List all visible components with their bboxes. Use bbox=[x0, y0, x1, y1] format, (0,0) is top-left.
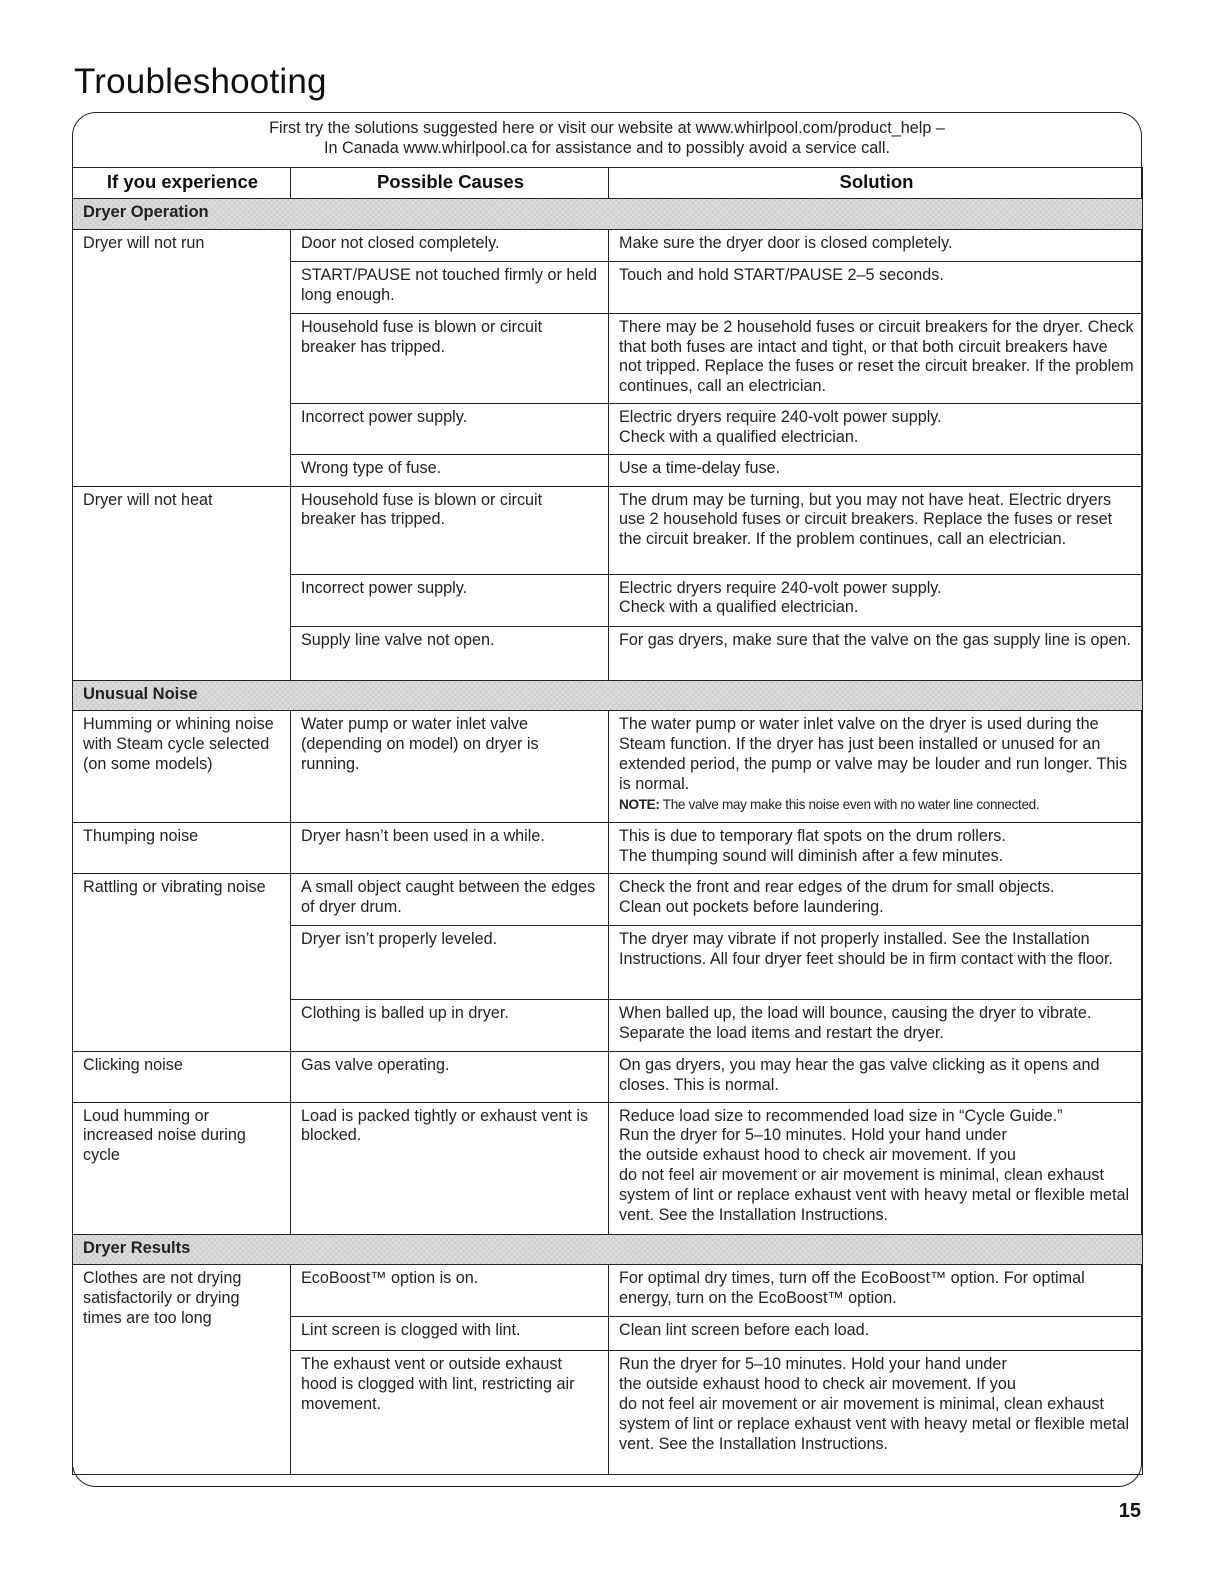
cause-cell: Clothing is balled up in dryer. bbox=[291, 999, 609, 1051]
table-row bbox=[73, 1265, 1143, 1317]
cause-cell: Water pump or water inlet valve (depending on model) on dryer is running. bbox=[291, 711, 609, 823]
solution-line: Electric dryers require 240-volt power supply. bbox=[619, 578, 942, 597]
solution-line: the outside exhaust hood to check air movement. If you bbox=[619, 1375, 1016, 1394]
section-dryer-results: Dryer Results bbox=[73, 1234, 1143, 1265]
page-title: Troubleshooting bbox=[74, 62, 327, 101]
section-row bbox=[73, 680, 1143, 711]
cause-cell: Lint screen is clogged with lint. bbox=[291, 1317, 609, 1351]
cause-cell: EcoBoost™ option is on. bbox=[291, 1265, 609, 1317]
solution-text: The water pump or water inlet valve on the dryer is used during the Steam function. If the dryer has just been installed or unused for an extended period, the pump or valve may be louder and run longer. This is normal. bbox=[619, 715, 1128, 793]
solution-cell: Touch and hold START/PAUSE 2–5 seconds. bbox=[609, 261, 1143, 313]
symptom-cell: Loud humming or increased noise during cycle bbox=[73, 1102, 291, 1234]
solution-line: This is due to temporary flat spots on the drum rollers. bbox=[619, 827, 1006, 846]
section-row bbox=[73, 199, 1143, 230]
solution-line: Clean out pockets before laundering. bbox=[619, 897, 884, 916]
symptom-cell: Clothes are not drying satisfactorily or drying times are too long bbox=[73, 1265, 291, 1475]
note bbox=[619, 795, 1134, 815]
solution-line: do not feel air movement or air movement is minimal, clean exhaust system of lint or replace exhaust vent with heavy metal or flexible metal vent. See the Installation Instructions. bbox=[619, 1394, 1130, 1453]
symptom-cell: Clicking noise bbox=[73, 1051, 291, 1102]
solution-line: Electric dryers require 240-volt power supply. bbox=[619, 407, 942, 426]
header-row bbox=[73, 168, 1143, 199]
table-row bbox=[73, 823, 1143, 874]
solution-cell: For gas dryers, make sure that the valve on the gas supply line is open. bbox=[609, 626, 1143, 680]
solution-cell bbox=[609, 403, 1143, 454]
solution-line: Run the dryer for 5–10 minutes. Hold your hand under bbox=[619, 1355, 1007, 1374]
solution-cell: Use a time-delay fuse. bbox=[609, 454, 1143, 486]
cause-cell: Wrong type of fuse. bbox=[291, 454, 609, 486]
solution-cell bbox=[609, 1102, 1143, 1234]
table-row bbox=[73, 229, 1143, 261]
solution-line: Reduce load size to recommended load size in “Cycle Guide.” bbox=[619, 1106, 1063, 1125]
table-row bbox=[73, 873, 1143, 925]
table-row bbox=[73, 486, 1143, 574]
cause-cell: Household fuse is blown or circuit breaker has tripped. bbox=[291, 486, 609, 574]
solution-cell: Make sure the dryer door is closed completely. bbox=[609, 229, 1143, 261]
solution-line: Check the front and rear edges of the drum for small objects. bbox=[619, 877, 1055, 896]
solution-cell bbox=[609, 1351, 1143, 1475]
solution-cell bbox=[609, 823, 1143, 874]
solution-cell bbox=[609, 873, 1143, 925]
table-row bbox=[73, 1102, 1143, 1234]
solution-cell bbox=[609, 574, 1143, 626]
cause-cell: Incorrect power supply. bbox=[291, 403, 609, 454]
cause-cell: The exhaust vent or outside exhaust hood is clogged with lint, restricting air movement. bbox=[291, 1351, 609, 1475]
solution-line: Run the dryer for 5–10 minutes. Hold your hand under bbox=[619, 1126, 1007, 1145]
header-causes: Possible Causes bbox=[291, 168, 609, 199]
troubleshooting-table bbox=[72, 167, 1143, 1475]
cause-cell: Gas valve operating. bbox=[291, 1051, 609, 1102]
table-row bbox=[73, 1051, 1143, 1102]
note-label: NOTE: bbox=[619, 796, 660, 812]
solution-cell bbox=[609, 711, 1143, 823]
intro-line-2: In Canada www.whirlpool.ca for assistance and to possibly avoid a service call. bbox=[324, 139, 890, 157]
cause-cell: Dryer isn’t properly leveled. bbox=[291, 925, 609, 999]
solution-cell: When balled up, the load will bounce, causing the dryer to vibrate. Separate the load items and restart the dryer. bbox=[609, 999, 1143, 1051]
symptom-cell: Dryer will not run bbox=[73, 229, 291, 486]
header-experience: If you experience bbox=[73, 168, 291, 199]
solution-line: do not feel air movement or air movement is minimal, clean exhaust system of lint or replace exhaust vent with heavy metal or flexible metal vent. See the Installation Instructions. bbox=[619, 1165, 1130, 1224]
header-solution: Solution bbox=[609, 168, 1143, 199]
solution-line: Check with a qualified electrician. bbox=[619, 598, 859, 617]
note-text: The valve may make this noise even with no water line connected. bbox=[662, 796, 1040, 812]
solution-cell: There may be 2 household fuses or circuit breakers for the dryer. Check that both fuses are intact and tight, or that both circuit breakers have not tripped. Replace the fuses or reset the circuit breaker. If the problem continues, call an electrician. bbox=[609, 313, 1143, 403]
cause-cell: Load is packed tightly or exhaust vent is blocked. bbox=[291, 1102, 609, 1234]
cause-cell: Incorrect power supply. bbox=[291, 574, 609, 626]
solution-line: Check with a qualified electrician. bbox=[619, 427, 859, 446]
intro-text bbox=[72, 118, 1142, 158]
cause-cell: Door not closed completely. bbox=[291, 229, 609, 261]
section-unusual-noise: Unusual Noise bbox=[73, 680, 1143, 711]
page-number: 15 bbox=[1118, 1500, 1141, 1522]
section-dryer-operation: Dryer Operation bbox=[73, 199, 1143, 230]
solution-cell: Clean lint screen before each load. bbox=[609, 1317, 1143, 1351]
section-row bbox=[73, 1234, 1143, 1265]
cause-cell: Dryer hasn’t been used in a while. bbox=[291, 823, 609, 874]
cause-cell: Supply line valve not open. bbox=[291, 626, 609, 680]
symptom-cell: Humming or whining noise with Steam cycle selected (on some models) bbox=[73, 711, 291, 823]
intro-line-1: First try the solutions suggested here or visit our website at www.whirlpool.com/product_help – bbox=[269, 119, 945, 137]
solution-line: The thumping sound will diminish after a few minutes. bbox=[619, 847, 1004, 866]
cause-cell: START/PAUSE not touched firmly or held long enough. bbox=[291, 261, 609, 313]
symptom-cell: Thumping noise bbox=[73, 823, 291, 874]
table-row bbox=[73, 711, 1143, 823]
solution-cell: The drum may be turning, but you may not have heat. Electric dryers use 2 household fuses or circuit breakers. Replace the fuses or reset the circuit breaker. If the problem continues, call an electrician. bbox=[609, 486, 1143, 574]
cause-cell: Household fuse is blown or circuit breaker has tripped. bbox=[291, 313, 609, 403]
symptom-cell: Dryer will not heat bbox=[73, 486, 291, 680]
cause-cell: A small object caught between the edges of dryer drum. bbox=[291, 873, 609, 925]
solution-cell: The dryer may vibrate if not properly installed. See the Installation Instructions. All four dryer feet should be in firm contact with the floor. bbox=[609, 925, 1143, 999]
solution-line: the outside exhaust hood to check air movement. If you bbox=[619, 1146, 1016, 1165]
solution-cell: For optimal dry times, turn off the EcoBoost™ option. For optimal energy, turn on the EcoBoost™ option. bbox=[609, 1265, 1143, 1317]
symptom-cell: Rattling or vibrating noise bbox=[73, 873, 291, 1051]
solution-cell: On gas dryers, you may hear the gas valve clicking as it opens and closes. This is normal. bbox=[609, 1051, 1143, 1102]
